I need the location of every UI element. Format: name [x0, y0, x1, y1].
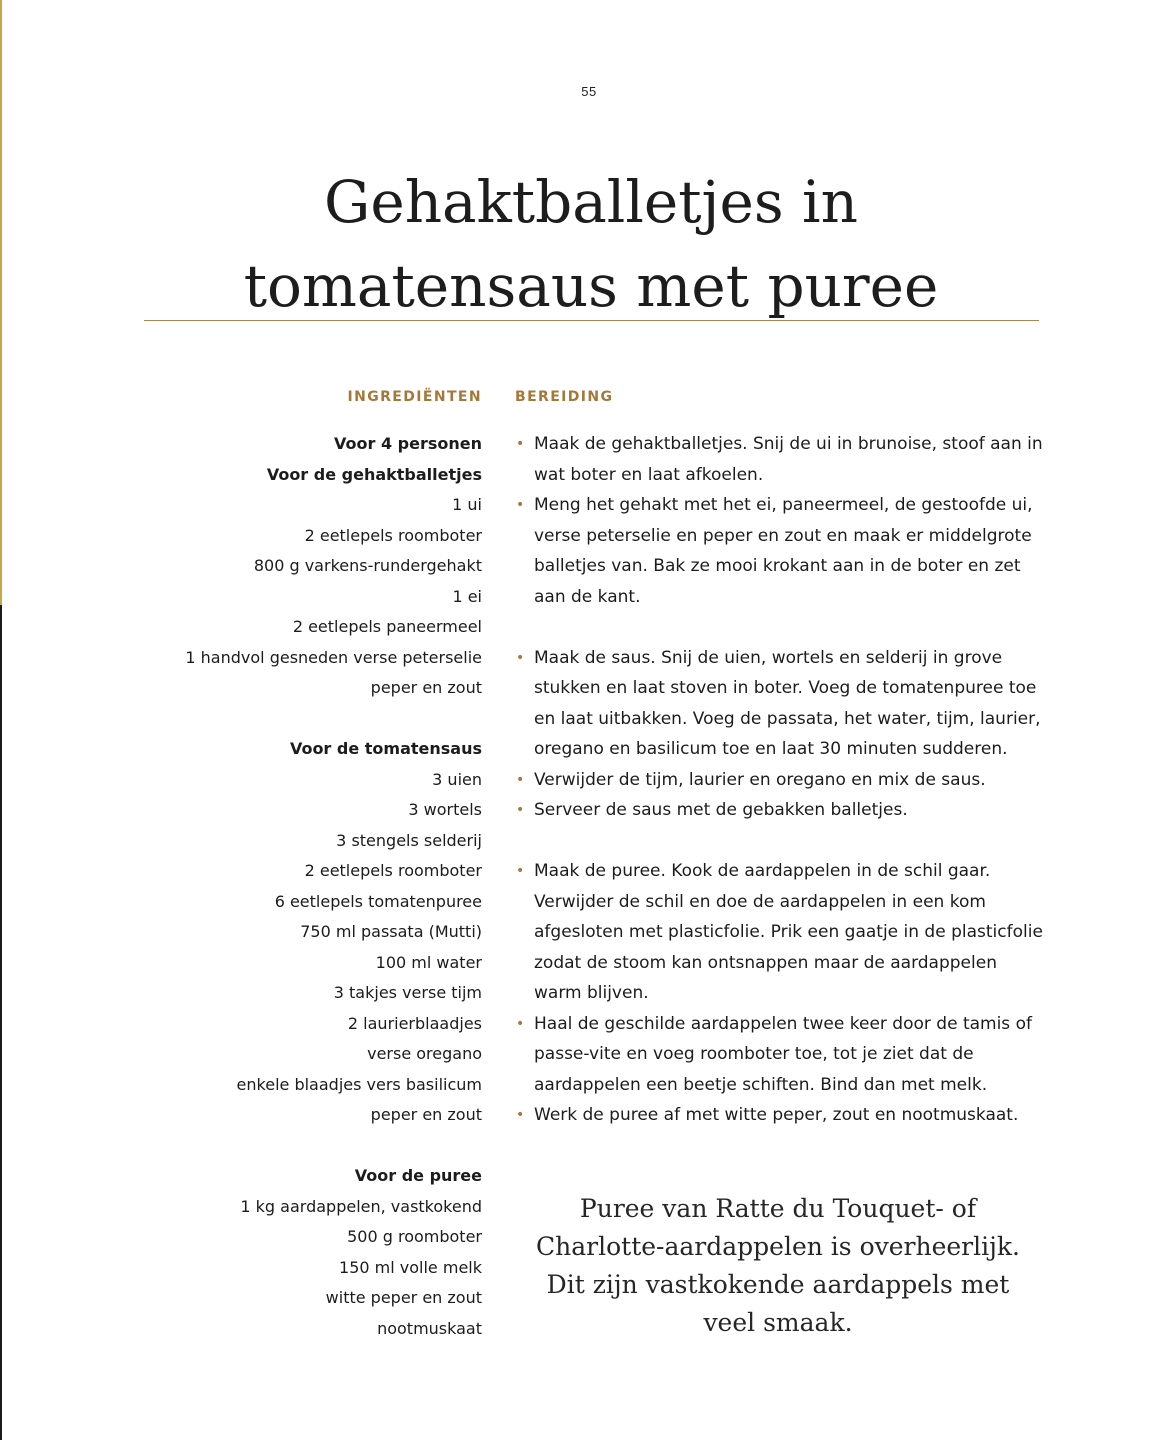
- ingredient-item: witte peper en zout: [325, 1288, 482, 1307]
- ingredients-heading: INGREDIËNTEN: [347, 389, 482, 405]
- ingredient-item: 3 uien: [432, 769, 482, 789]
- ingredient-item: verse oregano: [367, 1044, 482, 1063]
- bullet-icon: •: [516, 802, 525, 818]
- recipe-title: [0, 160, 1154, 328]
- step-group-spacer: [515, 612, 1045, 643]
- bullet-icon: •: [516, 863, 525, 879]
- ingredient-item: peper en zout: [370, 678, 482, 697]
- preparation-heading: BEREIDING: [515, 389, 614, 405]
- ingredient-item: 1 kg aardappelen, vastkokend: [240, 1196, 482, 1216]
- group-spacer: [122, 704, 482, 735]
- preparation-step: [515, 765, 1045, 796]
- ingredient-item: 6 eetlepels tomatenpuree: [274, 891, 482, 911]
- ingredients-list: [122, 429, 482, 1344]
- bullet-icon: •: [516, 436, 525, 452]
- ingredient-item: 3 takjes verse tijm: [333, 983, 482, 1002]
- step-group-spacer: [515, 826, 1045, 857]
- preparation-step: [515, 1100, 1045, 1131]
- step-text: Maak de saus. Snij de uien, wortels en selderij in grove stukken en laat stoven in boter. Voeg de tomatenpuree toe en laat uitbakken. Voeg de passata, het water, tijm, laurier, oregano en basilicum toe en laat 30 minuten sudderen.: [534, 647, 1041, 759]
- step-text: Haal de geschilde aardappelen twee keer door de tamis of passe-vite en voeg roomboter toe, tot je ziet dat de aardappelen een beetje schiften. Bind dan met melk.: [534, 1013, 1032, 1095]
- preparation-steps: [515, 429, 1045, 1131]
- ingredient-item: 1 ei: [452, 586, 482, 606]
- recipe-title-line-1: Gehaktballetjes in: [324, 168, 858, 236]
- ingredient-item: 3 stengels selderij: [336, 830, 482, 850]
- bullet-icon: •: [516, 1107, 525, 1123]
- preparation-step: [515, 429, 1045, 490]
- preparation-step: [515, 643, 1045, 765]
- ingredient-item: 3 wortels: [408, 800, 482, 819]
- bullet-icon: •: [516, 1015, 525, 1032]
- ingredient-item: 2 eetlepels roomboter: [304, 861, 482, 880]
- step-text: Maak de puree. Kook de aardappelen in de schil gaar. Verwijder de schil en doe de aardappelen in een kom afgesloten met plasticfolie. Prik een gaatje in de plasticfolie zodat de stoom kan ontsnappen maar de aardappelen warm blijven.: [534, 861, 1043, 1003]
- ingredient-item: peper en zout: [370, 1105, 482, 1124]
- ingredient-item: 2 eetlepels roomboter: [304, 525, 482, 545]
- ingredient-item: 150 ml volle melk: [339, 1257, 482, 1277]
- step-text: Meng het gehakt met het ei, paneermeel, de gestoofde ui, verse peterselie en peper en zout en maak er middelgrote balletjes van. Bak ze mooi krokant aan in de boter en zet aan de kant.: [534, 495, 1033, 607]
- recipe-title-line-2: tomatensaus met puree: [243, 252, 939, 320]
- ingredient-item: 800 g varkens-rundergehakt: [253, 556, 482, 575]
- preparation-step: [515, 795, 1045, 826]
- bullet-icon: •: [516, 497, 525, 513]
- step-text: Verwijder de tijm, laurier en oregano en mix de saus.: [534, 769, 986, 790]
- title-divider: [144, 320, 1039, 321]
- ingredient-item: 1 ui: [452, 495, 482, 514]
- ingredient-item: 2 laurierblaadjes: [347, 1013, 482, 1033]
- servings-label: Voor 4 personen: [334, 434, 482, 453]
- ingredient-item: nootmuskaat: [377, 1318, 482, 1338]
- bullet-icon: •: [516, 771, 525, 788]
- group-spacer: [122, 1131, 482, 1162]
- ingredient-item: 750 ml passata (Mutti): [300, 922, 482, 941]
- ingredient-item: enkele blaadjes vers basilicum: [236, 1074, 482, 1094]
- ingredient-group-heading: Voor de gehaktballetjes: [266, 464, 482, 484]
- ingredient-group-heading: Voor de puree: [354, 1166, 482, 1185]
- preparation-step: [515, 856, 1045, 1009]
- step-text: Werk de puree af met witte peper, zout en nootmuskaat.: [534, 1105, 1019, 1125]
- tip-quote: Puree van Ratte du Touquet- of Charlotte-aardappelen is overheerlijk. Dit zijn vastkokende aardappels met veel smaak.: [536, 1194, 1020, 1337]
- ingredient-group-heading: Voor de tomatensaus: [289, 739, 482, 758]
- preparation-step: [515, 1009, 1045, 1101]
- preparation-step: [515, 490, 1045, 612]
- bullet-icon: •: [516, 649, 525, 666]
- page-number: 55: [581, 84, 597, 99]
- ingredient-item: 100 ml water: [375, 952, 482, 972]
- step-text: Maak de gehaktballetjes. Snij de ui in brunoise, stoof aan in wat boter en laat afkoelen.: [534, 434, 1043, 485]
- ingredient-item: 2 eetlepels paneermeel: [292, 617, 482, 636]
- step-text: Serveer de saus met de gebakken balletjes.: [534, 800, 908, 820]
- ingredient-item: 1 handvol gesneden verse peterselie: [185, 647, 482, 667]
- ingredient-item: 500 g roomboter: [347, 1227, 482, 1246]
